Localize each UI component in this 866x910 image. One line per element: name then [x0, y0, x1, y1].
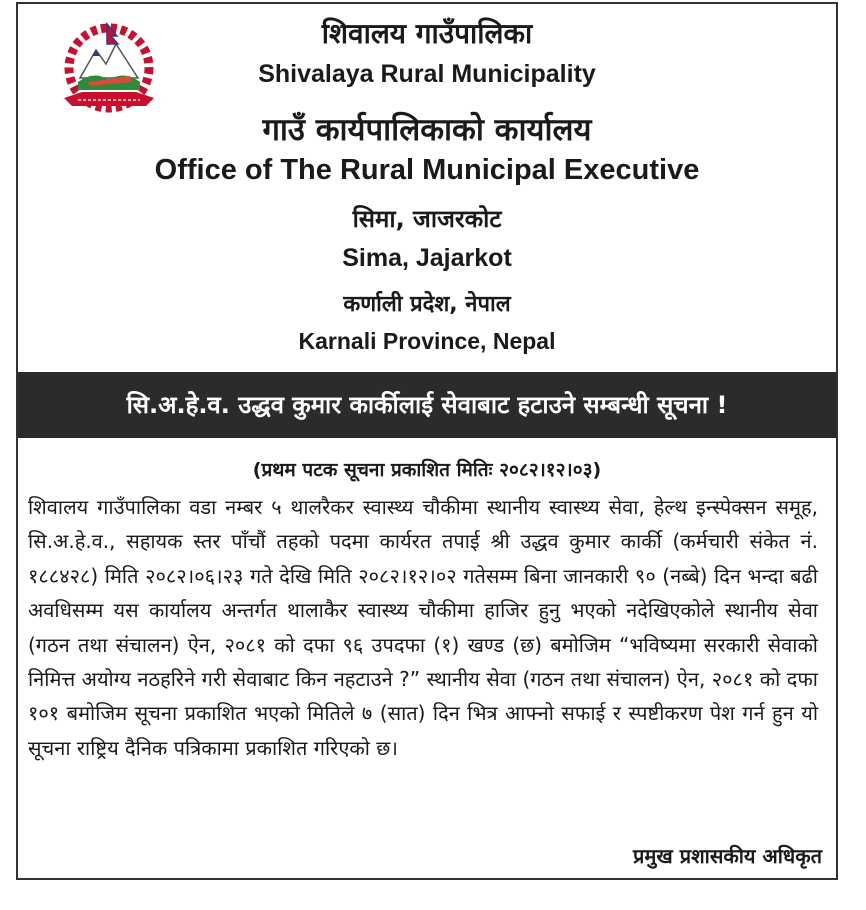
municipality-name-en: Shivalaya Rural Municipality [258, 60, 596, 88]
location-np: सिमा, जाजरकोट [352, 205, 502, 233]
municipality-name-np: शिवालय गाउँपालिका [321, 17, 533, 50]
notice-body: शिवालय गाउँपालिका वडा नम्बर ५ थालरैकर स्वास्थ्य चौकीमा स्थानीय स्वास्थ्य सेवा, हेल्थ इन्स्पेक्सन समूह, सि.अ.हे.व., सहायक स्तर पाँचौं तहको पदमा कार्यरत तपाई श्री उद्धव कुमार कार्की (कर्मचारी संकेत नं. १८८४२८) मिति २०८२।०६।२३ गते देखि मिति २०८२।१२।०२ गतेसम्म बिना जानकारी ९० (नब्बे) दिन भन्दा बढी अवधिसम्म यस कार्यालय अन्तर्गत थालाकैर स्वास्थ्य चौकीमा हाजिर हुनु भएको नदेखिएकोले स्थानीय सेवा (गठन तथा संचालन) ऐन, २०८१ को दफा ९६ उपदफा (१) खण्ड (छ) बमोजिम “भविष्यमा सरकारी सेवाको निमित्त अयोग्य नठहरिने गरी सेवाबाट किन नहटाउने ?” स्थानीय सेवा (गठन तथा संचालन) ऐन, २०८१ को दफा १०१ बमोजिम सूचना प्रकाशित भएको मितिले ७ (सात) दिन भित्र आफ्नो सफाई र स्पष्टीकरण पेश गर्न हुन यो सूचना राष्ट्रिय दैनिक पत्रिकामा प्रकाशित गरिएको छ। [28, 495, 818, 760]
province-np: कर्णाली प्रदेश, नेपाल [343, 292, 511, 317]
signatory: प्रमुख प्रशासकीय अधिकृत [633, 844, 822, 868]
notice-frame [16, 2, 838, 880]
notice-title-bar: सि.अ.हे.व. उद्धव कुमार कार्कीलाई सेवाबाट हटाउने सम्बन्धी सूचना ! [18, 372, 836, 438]
office-title-np: गाउँ कार्यपालिकाको कार्यालय [262, 112, 592, 148]
office-title-en: Office of The Rural Municipal Executive [154, 154, 700, 186]
province-en: Karnali Province, Nepal [298, 328, 556, 354]
location-en: Sima, Jajarkot [342, 244, 512, 272]
publication-date: (प्रथम पटक सूचना प्रकाशित मितिः २०८२।१२।०३) [252, 459, 602, 481]
